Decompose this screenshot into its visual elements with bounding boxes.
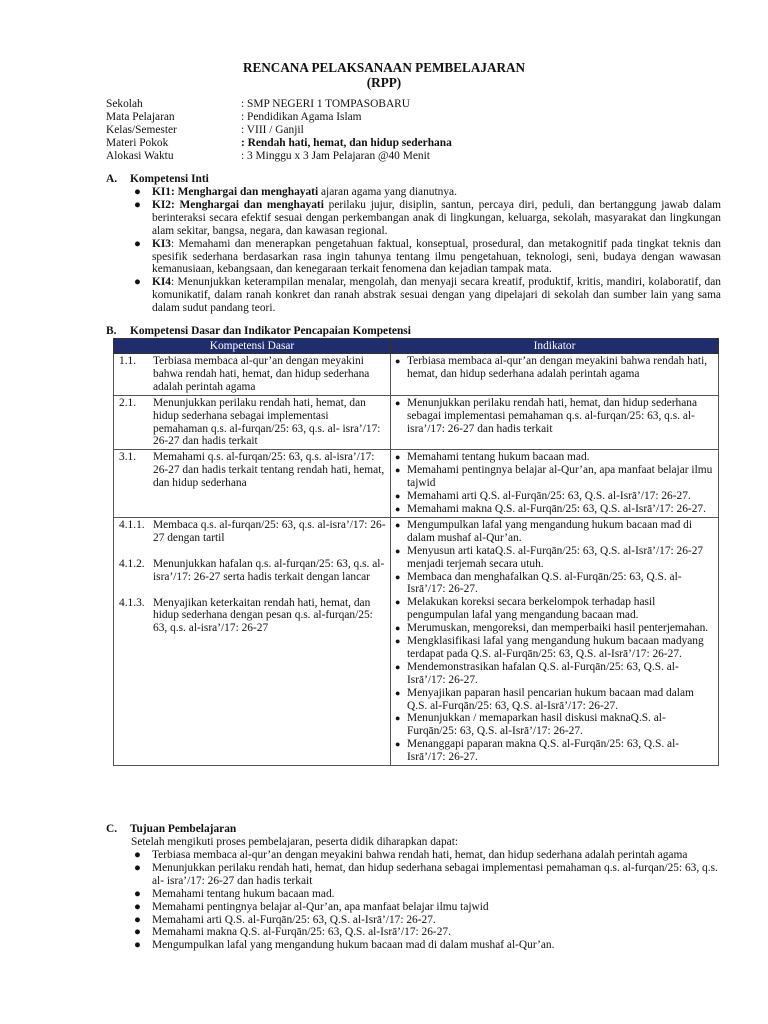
objective-text: Memahami pentingnya belajar al-Qur’an, apa manfaat belajar ilmu tajwid	[152, 900, 489, 913]
column-header-kd: Kompetensi Dasar	[114, 339, 391, 354]
list-item	[131, 276, 721, 315]
identity-value: : SMP NEGERI 1 TOMPASOBARU	[241, 98, 411, 110]
bullet-icon: ●	[134, 939, 141, 952]
identity-value: : Pendidikan Agama Islam	[241, 111, 362, 123]
ki-head: KI4	[152, 276, 171, 289]
indicator-item	[395, 503, 714, 516]
kd-cell	[114, 354, 391, 396]
ki-head: KI3	[152, 237, 171, 250]
bullet-icon: ●	[395, 491, 401, 502]
bullet-icon: ●	[395, 503, 401, 514]
indicator-item	[395, 738, 714, 764]
indicator-text: Memahami pentingnya belajar al-Qur’an, apa manfaat belajar ilmu tajwid	[407, 464, 713, 490]
section-title: Kompetensi Dasar dan Indikator Pencapaian Kompetensi	[130, 325, 411, 337]
kd-text: Membaca q.s. al-furqan/25: 63, q.s. al-isra’/17: 26-27 dengan tartil	[153, 518, 386, 544]
indicator-text: Melakukan koreksi secara berkelompok terhadap hasil pengumpulan lafal yang mengandung bacaan mad.	[407, 596, 656, 622]
identity-label: Sekolah	[106, 98, 143, 110]
indicator-item	[395, 490, 714, 503]
ki-text: : Menunjukkan keterampilan menalar, mengolah, dan menyaji secara kreatif, produktif, kritis, mandiri, kolaboratif, dan komunikatif, dalam ranah konkret dan ranah abstrak sesuai dengan yang dipelajari di sekolah dan sumber lain yang sama dalam sudut pandang teori.	[152, 276, 721, 315]
list-item	[131, 199, 721, 238]
indicator-item	[395, 622, 714, 635]
list-item	[131, 238, 721, 277]
indicator-text: Menunjukkan perilaku rendah hati, hemat, dan hidup sederhana sebagai implementasi pemahaman q.s. al-furqan/25: 63, q.s. al- isra’/17: 26-27 dan hadis terkait	[407, 396, 698, 435]
indicator-item	[395, 545, 714, 571]
kd-cell	[114, 517, 391, 765]
list-item	[131, 888, 721, 901]
ki-head: KI1: Menghargai dan menghayati	[152, 186, 319, 198]
section-title: Tujuan Pembelajaran	[130, 823, 237, 835]
section-b-heading	[106, 325, 411, 338]
indicator-item	[395, 687, 714, 713]
indicator-text: Menyusun arti kataQ.S. al-Furqān/25: 63, Q.S. al-Isrā’/17: 26-27 menjadi terjemah secara utuh.	[407, 544, 704, 570]
kd-table	[113, 338, 719, 766]
indicator-text: Terbiasa membaca al-qur’an dengan meyakini bahwa rendah hati, hemat, dan hidup sederhana adalah perintah agama	[407, 355, 708, 380]
kd-text: Menyajikan keterkaitan rendah hati, hemat, dan hidup sederhana dengan pesan q.s. al-furqan/25: 63, q.s. al-isra’/17: 26-27	[153, 596, 373, 635]
indicator-item	[395, 464, 714, 490]
ki-head: KI2: Menghargai dan menghayati	[152, 198, 324, 211]
table-row	[114, 395, 719, 450]
bullet-icon: ●	[395, 545, 401, 556]
table-row	[114, 517, 719, 765]
kd-number: 2.1.	[119, 396, 137, 409]
section-c-heading	[106, 823, 236, 836]
identity-label: Kelas/Semester	[106, 124, 177, 136]
indicator-list	[395, 397, 714, 436]
indicator-item	[395, 571, 714, 597]
bullet-icon: ●	[395, 597, 401, 608]
table-row	[114, 354, 719, 396]
identity-label: Alokasi Waktu	[106, 150, 174, 162]
doc-title: RENCANA PELAKSANAAN PEMBELAJARAN	[242, 60, 526, 75]
indicator-item	[395, 519, 714, 545]
indicator-text: Membaca dan menghafalkan Q.S. al-Furqān/25: 63, Q.S. al-Isrā’/17: 26-27.	[407, 570, 682, 596]
list-item	[131, 939, 721, 952]
indicator-text: Menyajikan paparan hasil pencarian hukum bacaan mad dalam Q.S. al-Furqān/25: 63, Q.S. al-Isrā’/17: 26-27.	[407, 686, 694, 712]
bullet-icon: ●	[134, 276, 141, 289]
kd-number: 4.1.2.	[119, 557, 145, 570]
ki-text: ajaran agama yang dianutnya.	[318, 186, 457, 198]
list-item	[131, 926, 721, 939]
indicator-cell	[391, 395, 719, 450]
bullet-icon: ●	[134, 913, 141, 926]
indicator-text: Mengumpulkan lafal yang mengandung hukum bacaan mad di dalam mushaf al-Qur’an.	[407, 518, 693, 544]
list-item	[131, 862, 721, 888]
kd-item	[118, 519, 386, 545]
indicator-item	[395, 635, 714, 661]
kd-text: Terbiasa membaca al-qur’an dengan meyakini bahwa rendah hati, hemat, dan hidup sederhana adalah perintah agama	[153, 355, 370, 393]
kd-number: 1.1.	[119, 355, 137, 367]
indicator-cell	[391, 450, 719, 518]
indicator-text: Merumuskan, mengoreksi, dan memperbaiki hasil penterjemahan.	[407, 622, 709, 635]
indicator-item	[395, 596, 714, 622]
bullet-icon: ●	[395, 465, 401, 476]
section-c-intro: Setelah mengikuti proses pembelajaran, peserta didik diharapkan dapat:	[131, 836, 459, 848]
bullet-icon: ●	[134, 198, 141, 211]
objective-text: Mengumpulkan lafal yang mengandung hukum bacaan mad di dalam mushaf al-Qur’an.	[152, 939, 555, 952]
indicator-list	[395, 451, 714, 516]
kd-text: Menunjukkan hafalan q.s. al-furqan/25: 63, q.s. al-isra’/17: 26-27 serta hadis terkait dengan lancar	[153, 557, 385, 583]
indicator-text: Mengklasifikasi lafal yang mengandung hukum bacaan madyang terdapat pada Q.S. al-Furqān/25: 63, Q.S. al-Isrā’/17: 26-27.	[407, 635, 704, 660]
bullet-icon: ●	[395, 661, 401, 672]
indicator-cell	[391, 517, 719, 765]
bullet-icon: ●	[134, 887, 141, 900]
objective-text: Memahami arti Q.S. al-Furqān/25: 63, Q.S. al-Isrā’/17: 26-27.	[152, 913, 436, 926]
kd-number: 4.1.3.	[119, 596, 145, 609]
indicator-item	[395, 661, 714, 687]
kd-number: 3.1.	[119, 451, 137, 464]
bullet-icon: ●	[134, 926, 141, 939]
identity-value: : VIII / Ganjil	[241, 124, 304, 136]
kd-number: 4.1.1.	[119, 518, 145, 531]
bullet-icon: ●	[134, 900, 141, 913]
objective-text: Terbiasa membaca al-qur’an dengan meyakini bahwa rendah hati, hemat, dan hidup sederhana adalah perintah agama	[152, 849, 688, 861]
bullet-icon: ●	[395, 452, 401, 463]
bullet-icon: ●	[395, 739, 401, 750]
bullet-icon: ●	[134, 849, 141, 861]
section-a-heading	[106, 173, 209, 186]
ki-list	[131, 186, 721, 315]
indicator-item	[395, 451, 714, 464]
list-item	[131, 849, 721, 862]
indicator-text: Menunjukkan / memaparkan hasil diskusi maknaQ.S. al-Furqān/25: 63, Q.S. al-Isrā’/17: 26-27.	[407, 712, 666, 738]
section-letter: C.	[106, 823, 118, 835]
section-title: Kompetensi Inti	[130, 173, 209, 185]
objectives-list	[131, 849, 721, 952]
identity-value: : 3 Minggu x 3 Jam Pelajaran @40 Menit	[241, 150, 430, 162]
bullet-icon: ●	[395, 687, 401, 698]
indicator-item	[395, 355, 714, 381]
indicator-text: Memahami arti Q.S. al-Furqān/25: 63, Q.S. al-Isrā’/17: 26-27.	[407, 490, 691, 503]
bullet-icon: ●	[395, 519, 401, 530]
identity-label: Mata Pelajaran	[106, 111, 175, 123]
indicator-cell	[391, 354, 719, 396]
indicator-text: Memahami tentang hukum bacaan mad.	[407, 451, 590, 464]
list-item	[131, 186, 721, 199]
bullet-icon: ●	[395, 571, 401, 582]
bullet-icon: ●	[134, 861, 141, 874]
objective-text: Menunjukkan perilaku rendah hati, hemat, dan hidup sederhana sebagai implementasi pemahaman q.s. al-furqan/25: 63, q.s. al- isra’/17: 26-27 dan hadis terkait	[152, 861, 718, 887]
doc-subtitle: (RPP)	[366, 75, 402, 90]
bullet-icon: ●	[134, 186, 141, 198]
ki-text: perilaku jujur, disiplin, santun, percaya diri, peduli, dan bertanggung jawab dalam berinteraksi secara efektif sesuai dengan perkembangan anak di lingkungan, keluarga, sekolah, masyarakat dan lingkungan alam sekitar, bangsa, negara, dan kawasan regional.	[152, 198, 721, 237]
bullet-icon: ●	[134, 237, 141, 250]
indicator-item	[395, 397, 714, 436]
bullet-icon: ●	[395, 356, 401, 366]
list-item	[131, 914, 721, 927]
objective-text: Memahami makna Q.S. al-Furqān/25: 63, Q.S. al-Isrā’/17: 26-27.	[152, 926, 451, 939]
indicator-list	[395, 519, 714, 764]
kd-item	[118, 397, 386, 449]
table-header-row	[114, 339, 719, 354]
identity-label: Materi Pokok	[106, 137, 169, 149]
column-header-indicator: Indikator	[391, 339, 719, 354]
kd-item	[118, 597, 386, 636]
kd-text: Memahami q.s. al-furqan/25: 63, q.s. al-isra’/17: 26-27 dan hadis terkait tentang rendah hati, hemat, dan hidup sederhana	[153, 451, 385, 490]
kd-cell	[114, 395, 391, 450]
section-letter: B.	[106, 325, 117, 337]
indicator-item	[395, 712, 714, 738]
kd-text: Menunjukkan perilaku rendah hati, hemat, dan hidup sederhana sebagai implementasi pemahaman q.s. al-furqan/25: 63, q.s. al- isra’/17: 26-27 dan hadis terkait	[153, 396, 381, 448]
bullet-icon: ●	[395, 713, 401, 724]
bullet-icon: ●	[395, 623, 401, 634]
kd-item	[118, 451, 386, 490]
indicator-text: Memahami makna Q.S. al-Furqān/25: 63, Q.S. al-Isrā’/17: 26-27.	[407, 502, 706, 515]
ki-text: : Memahami dan menerapkan pengetahuan faktual, konseptual, prosedural, dan metakognitif pada tingkat teknis dan spesifik sederhana berdasarkan rasa ingin tahunya tentang ilmu pengetahuan, teknologi, seni, budaya dengan wawasan kemanusiaan, kebangsaan, dan kenegaraan terkait fenomena dan kejadian tampak mata.	[152, 237, 721, 276]
bullet-icon: ●	[395, 397, 401, 408]
identity-value: : Rendah hati, hemat, dan hidup sederhana	[241, 137, 452, 149]
section-letter: A.	[106, 173, 118, 185]
kd-item	[118, 558, 386, 584]
indicator-list	[395, 355, 714, 381]
objective-text: Memahami tentang hukum bacaan mad.	[152, 887, 335, 900]
indicator-text: Menanggapi paparan makna Q.S. al-Furqān/25: 63, Q.S. al-Isrā’/17: 26-27.	[407, 738, 680, 764]
kd-cell	[114, 450, 391, 518]
bullet-icon: ●	[395, 636, 401, 647]
list-item	[131, 901, 721, 914]
kd-item	[118, 355, 386, 394]
table-row	[114, 450, 719, 518]
indicator-text: Mendemonstrasikan hafalan Q.S. al-Furqān/25: 63, Q.S. al-Isrā’/17: 26-27.	[407, 660, 679, 686]
